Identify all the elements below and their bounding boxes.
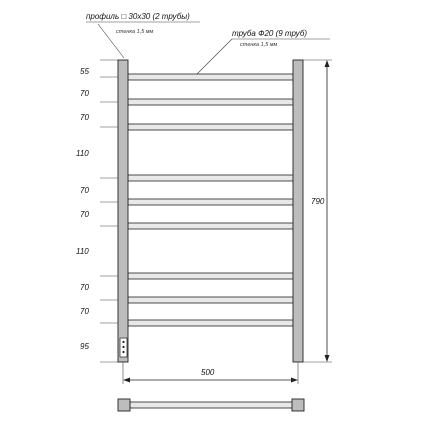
- rail-2: [128, 99, 293, 105]
- rail-6: [128, 223, 293, 229]
- rail-5: [128, 199, 293, 205]
- rail-1: [128, 74, 293, 80]
- segment-label-3: 70: [80, 113, 89, 122]
- left-upright: [118, 60, 128, 362]
- rail-3: [128, 124, 293, 130]
- segment-label-1: 55: [80, 67, 89, 76]
- tube-label: труба Ф20 (9 труб): [232, 29, 308, 38]
- tube-wall-label: стенка 1,5 мм: [240, 42, 278, 48]
- left-dimension-chain: [100, 60, 118, 362]
- rail-4: [128, 175, 293, 181]
- tube-leader-line: [196, 39, 232, 75]
- width-label: 500: [201, 368, 215, 377]
- electric-connector-icon: [120, 338, 127, 357]
- segment-label-8: 70: [80, 283, 89, 292]
- segment-label-2: 70: [80, 89, 89, 98]
- total-height-label: 790: [311, 197, 325, 206]
- segment-label-4: 110: [76, 149, 89, 158]
- top-view: [118, 399, 304, 411]
- segment-label-6: 70: [80, 210, 89, 219]
- profile-wall-label: стенка 1,5 мм: [116, 29, 154, 35]
- total-height-dimension: [303, 60, 332, 362]
- right-upright: [293, 60, 303, 362]
- rail-9: [128, 320, 293, 326]
- segment-label-9: 70: [80, 307, 89, 316]
- segment-label-10: 95: [80, 342, 89, 351]
- segment-label-5: 70: [80, 186, 89, 195]
- rail-8: [128, 297, 293, 303]
- rails: [128, 74, 293, 326]
- profile-label: профиль □ 30х30 (2 трубы): [86, 12, 190, 21]
- rail-7: [128, 273, 293, 279]
- segment-label-7: 110: [76, 247, 89, 256]
